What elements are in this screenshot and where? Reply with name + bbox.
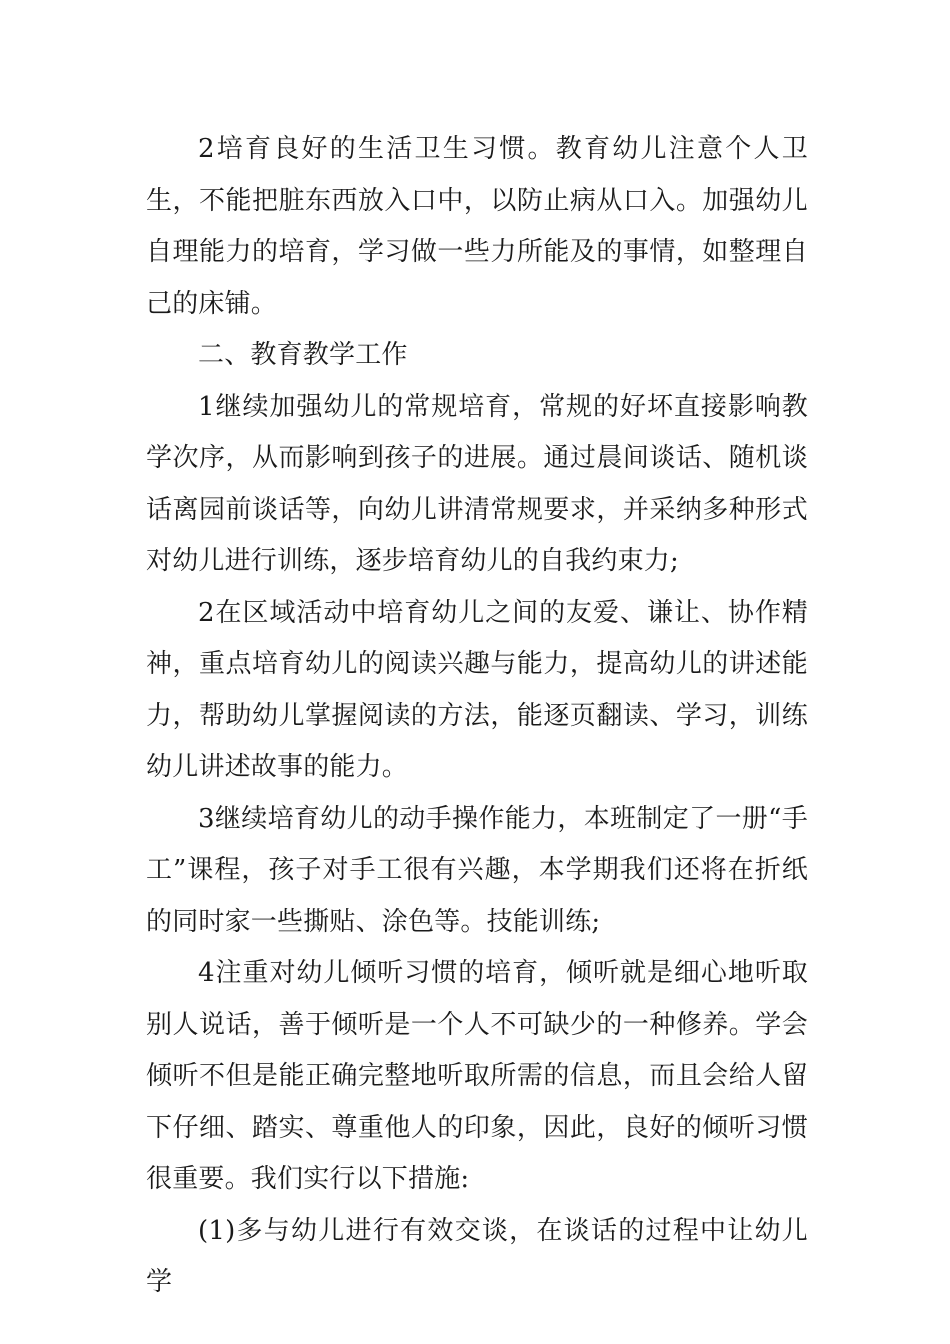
paragraph-measure-1: (1)多与幼儿进行有效交谈，在谈话的过程中让幼儿学 (146, 1215, 808, 1297)
paragraph-listening-habits: 4注重对幼儿倾听习惯的培育，倾听就是细心地听取别人说话，善于倾听是一个人不可缺少的一种修养。学会倾听不但是能正确完整地听取所需的信息，而且会给人留下仔细、踏实、尊重他人的印象，因此，良好的倾听习惯很重要。我们实行以下措施: (146, 958, 808, 1194)
section-heading-education: 二、教育教学工作 (198, 340, 408, 370)
document-body (146, 124, 808, 1309)
paragraph-routine-training: 1继续加强幼儿的常规培育，常规的好坏直接影响教学次序，从而影响到孩子的进展。通过晨间谈话、随机谈话离园前谈话等，向幼儿讲清常规要求，并采纳多种形式对幼儿进行训练，逐步培育幼儿的自我约束力; (146, 391, 808, 576)
paragraph-hygiene-habits: 2培育良好的生活卫生习惯。教育幼儿注意个人卫生，不能把脏东西放入口中，以防止病从口入。加强幼儿自理能力的培育，学习做一些力所能及的事情，如整理自己的床铺。 (146, 134, 808, 319)
paragraph-area-activities: 2在区域活动中培育幼儿之间的友爱、谦让、协作精神，重点培育幼儿的阅读兴趣与能力，提高幼儿的讲述能力，帮助幼儿掌握阅读的方法，能逐页翻读、学习，训练幼儿讲述故事的能力。 (146, 597, 808, 782)
paragraph-handcraft: 3继续培育幼儿的动手操作能力，本班制定了一册“手工”课程，孩子对手工很有兴趣，本学期我们还将在折纸的同时家一些撕贴、涂色等。技能训练; (146, 803, 808, 937)
